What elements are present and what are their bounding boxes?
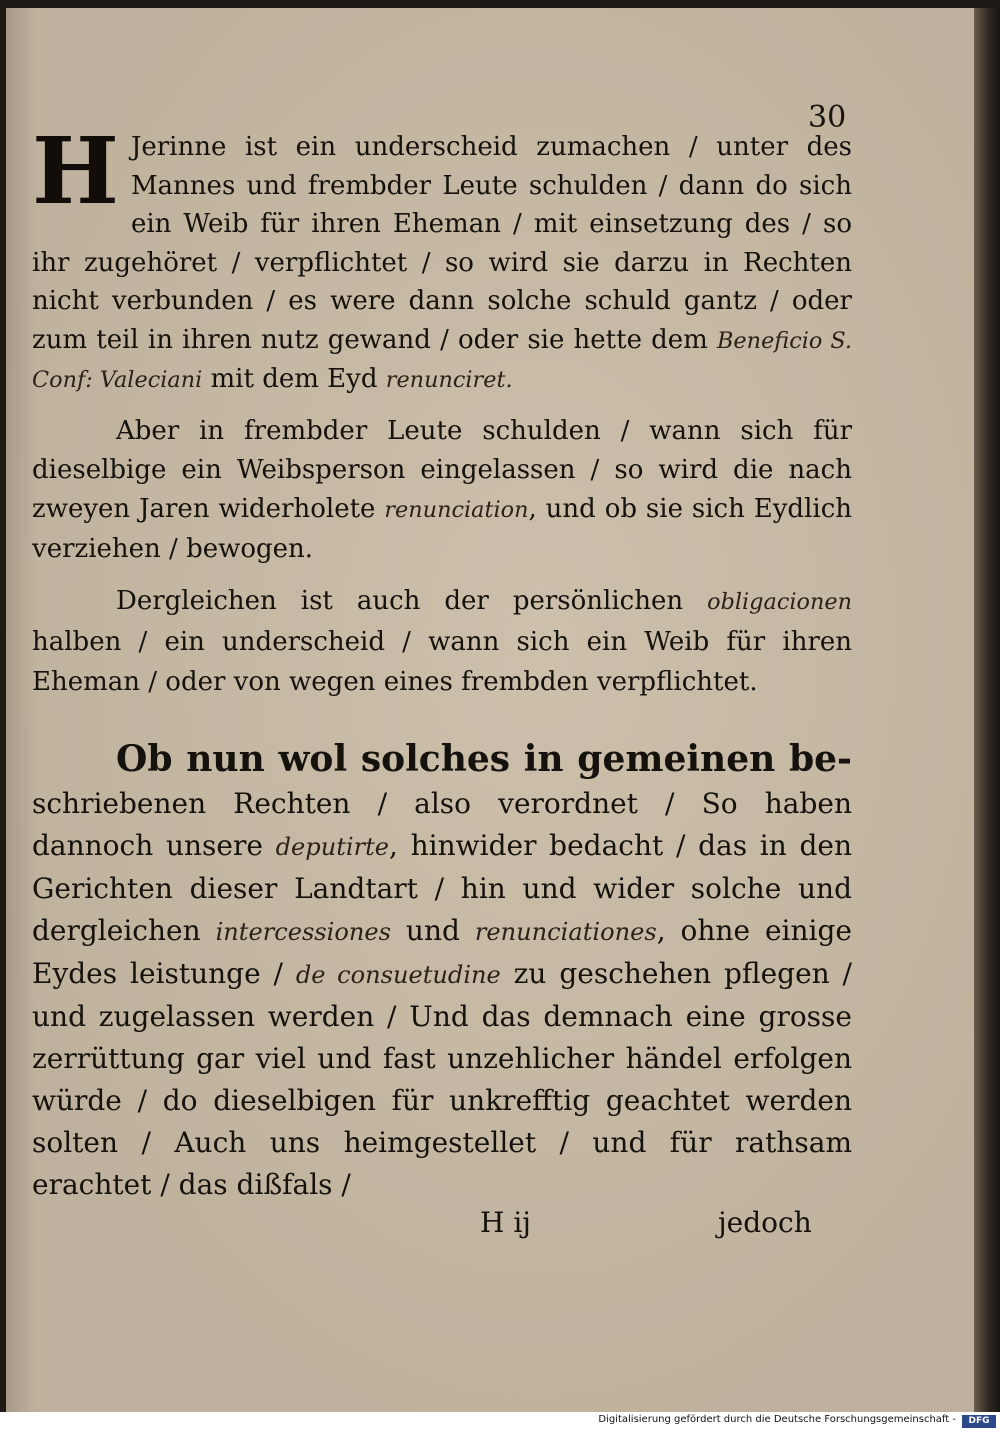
paragraph-3-latin-a: obligacionen (707, 588, 852, 615)
paragraph-1-text-a: Jerinne ist ein underscheid zumachen / unter des Mannes und frembder Leute schulden / dann do sich ein Weib für ihren Eheman / mit einsetzung des / so ihr zugehöret / verpflichtet / so wird sie darzu in Rechten nicht verbunden / es were dann solche schuld gantz / oder zum teil in ihren nutz gewand / oder sie hette dem (32, 132, 852, 355)
paragraph-3-text-b: halben / ein underscheid / wann sich ein Weib für ihren Eheman / oder von wegen eines frembden verpflichtet. (32, 626, 852, 697)
footer-bar (0, 1412, 1000, 1432)
paragraph-2-text-b: , und ob sie sich Eydlich verziehen / bewogen. (32, 493, 853, 564)
footer-credit: Digitalisierung gefördert durch die Deutsche Forschungsgemeinschaft - (598, 1414, 956, 1425)
dfg-logo: DFG (962, 1415, 996, 1428)
paragraph-1-latin-b: renunciret. (385, 367, 513, 393)
paragraph-4-latin-a: deputirte (275, 832, 390, 861)
catchword: jedoch (718, 1206, 812, 1239)
catchline (0, 1206, 1000, 1256)
paragraph-4-lead: Ob nun wol solches in gemeinen be- (116, 737, 852, 780)
paragraph-2 (32, 412, 852, 569)
paragraph-4-text-d: , ohne einige Eydes leistunge / (32, 913, 852, 990)
page-number: 30 (808, 100, 847, 135)
paragraph-4-latin-c: renunciationes (474, 917, 657, 946)
paragraph-1-latin-a: Beneficio S. Conf: Valeciani (32, 327, 852, 393)
paragraph-4-latin-b: intercessiones (215, 917, 391, 946)
page-edge (974, 8, 1000, 1412)
paragraph-3-text-a: Dergleichen ist auch der persönlichen (116, 585, 684, 616)
drop-cap: H (32, 117, 119, 225)
paragraph-4-latin-d: de consuetudine (295, 960, 501, 989)
paragraph-1-text-b: mit dem Eyd (210, 364, 378, 394)
paragraph-4-text-c: und (405, 913, 460, 947)
paragraph-4-text-b: , hinwider bedacht / das in den Gerichten dieser Landtart / hin und wider solche und dergleichen (32, 828, 852, 947)
paragraph-3 (32, 581, 852, 702)
paragraph-4-text-e: zu geschehen pflegen / und zugelassen werden / Und das demnach eine grosse zerrüttung gar viel und fast unzehlicher händel erfolgen würde / do dieselbigen für unkrefftig geachtet werden solten / Auch uns heimgestellet / und für rathsam erachtet / das dißfals / (32, 956, 852, 1201)
paragraph-4 (32, 738, 852, 1206)
signature-mark: H ij (480, 1206, 531, 1239)
paragraph-4-text-a: schriebenen Rechten / also verordnet / So haben dannoch unsere (32, 786, 852, 862)
paragraph-2-latin-a: renunciation (384, 496, 529, 523)
paragraph-2-text-a: Aber in frembder Leute schulden / wann sich für dieselbige ein Weibsperson eingelassen / so wird die nach zweyen Jaren widerholete (32, 415, 852, 524)
